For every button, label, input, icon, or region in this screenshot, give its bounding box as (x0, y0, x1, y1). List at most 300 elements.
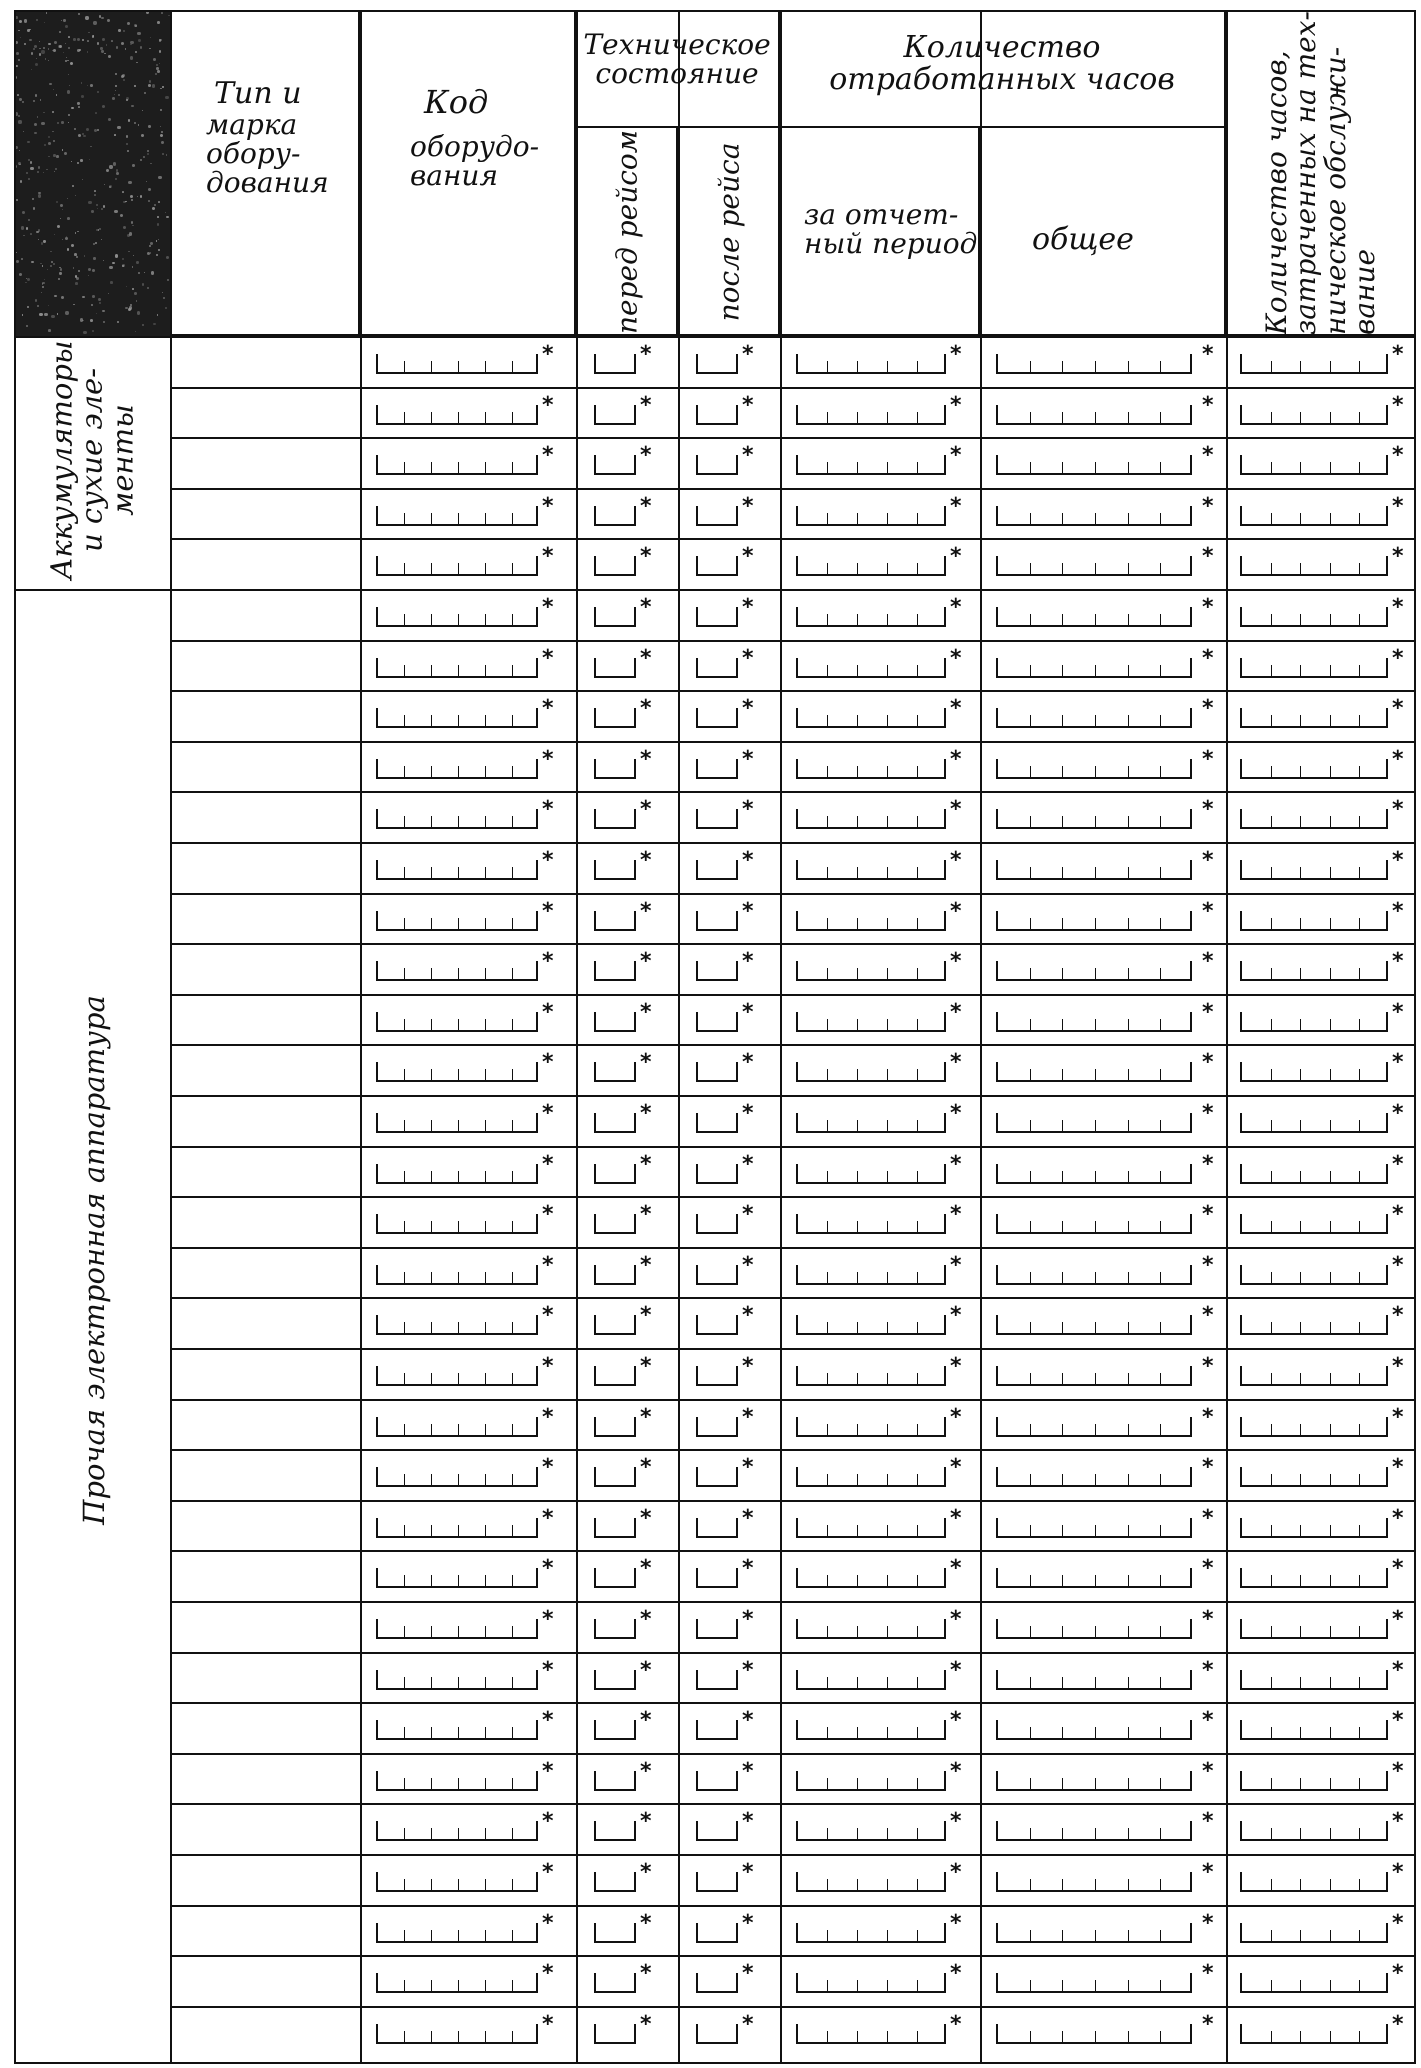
equipment-code-field[interactable] (376, 1771, 538, 1791)
hours-period-field[interactable] (796, 1467, 946, 1487)
stamp-speck (106, 44, 107, 45)
equipment-code-field[interactable] (376, 1670, 538, 1690)
maintenance-hours-field[interactable] (1240, 1417, 1388, 1437)
maintenance-hours-field[interactable] (1240, 1923, 1388, 1943)
equipment-code-field[interactable] (376, 1872, 538, 1892)
hours-period-field[interactable] (796, 759, 946, 779)
maintenance-hours-field[interactable] (1240, 1265, 1388, 1285)
type-brand-cell[interactable] (172, 1805, 360, 1854)
tech-state-after-field[interactable] (696, 1113, 738, 1133)
hours-total-field[interactable] (996, 1265, 1192, 1285)
comb-divider (1128, 513, 1129, 524)
type-brand-cell[interactable] (172, 1603, 360, 1652)
hours-total-field[interactable] (996, 708, 1192, 728)
maintenance-hours-field[interactable] (1240, 809, 1388, 829)
tech-state-before-field[interactable] (594, 607, 636, 627)
tech-state-before-field[interactable] (594, 1417, 636, 1437)
maintenance-hours-field[interactable] (1240, 556, 1388, 576)
header-period-line-1: за отчет- (804, 198, 959, 231)
type-brand-cell[interactable] (172, 1350, 360, 1399)
type-brand-cell[interactable] (172, 338, 360, 387)
tech-state-after-field[interactable] (696, 1062, 738, 1082)
hours-period-field[interactable] (796, 607, 946, 627)
tech-state-before-field[interactable] (594, 354, 636, 374)
maintenance-hours-field[interactable] (1240, 1113, 1388, 1133)
equipment-code-field[interactable] (376, 1467, 538, 1487)
tech-state-before-field[interactable] (594, 809, 636, 829)
tech-state-before-field[interactable] (594, 1164, 636, 1184)
hours-total-field[interactable] (996, 2024, 1192, 2044)
tech-state-after-field[interactable] (696, 1417, 738, 1437)
tech-state-before-field[interactable] (594, 759, 636, 779)
maintenance-hours-field[interactable] (1240, 1164, 1388, 1184)
comb-divider (1128, 1930, 1129, 1941)
hours-period-field[interactable] (796, 860, 946, 880)
tech-state-after-field[interactable] (696, 1872, 738, 1892)
tech-state-before-field[interactable] (594, 1568, 636, 1588)
maintenance-hours-field[interactable] (1240, 1973, 1388, 1993)
maintenance-hours-field[interactable] (1240, 1518, 1388, 1538)
hours-total-field[interactable] (996, 1164, 1192, 1184)
comb-divider (1160, 1272, 1161, 1283)
maintenance-hours-field[interactable] (1240, 1012, 1388, 1032)
stamp-speck (73, 267, 74, 268)
stamp-speck (53, 49, 56, 52)
tech-state-after-field[interactable] (696, 354, 738, 374)
type-brand-cell[interactable] (172, 1907, 360, 1956)
tech-state-after-field[interactable] (696, 658, 738, 678)
hours-period-field[interactable] (796, 961, 946, 981)
type-brand-cell[interactable] (172, 996, 360, 1045)
hours-total-field[interactable] (996, 1113, 1192, 1133)
equipment-code-field[interactable] (376, 506, 538, 526)
tech-state-before-field[interactable] (594, 1012, 636, 1032)
type-brand-cell[interactable] (172, 1097, 360, 1146)
required-mark: * (950, 949, 962, 975)
stamp-speck (111, 40, 113, 42)
type-brand-cell[interactable] (172, 844, 360, 893)
equipment-code-field[interactable] (376, 759, 538, 779)
tech-state-before-field[interactable] (594, 1113, 636, 1133)
hours-period-field[interactable] (796, 1619, 946, 1639)
tech-state-before-field[interactable] (594, 1619, 636, 1639)
stamp-speck (138, 124, 139, 125)
comb-divider (917, 1171, 918, 1182)
equipment-code-field[interactable] (376, 2024, 538, 2044)
tech-state-after-field[interactable] (696, 911, 738, 931)
stamp-speck (43, 172, 44, 173)
comb-divider (1300, 1424, 1301, 1435)
tech-state-before-field[interactable] (594, 1771, 636, 1791)
tech-state-after-field[interactable] (696, 708, 738, 728)
maintenance-hours-field[interactable] (1240, 1821, 1388, 1841)
maintenance-hours-field[interactable] (1240, 455, 1388, 475)
maintenance-hours-field[interactable] (1240, 961, 1388, 981)
equipment-code-field[interactable] (376, 1417, 538, 1437)
type-brand-cell[interactable] (172, 1552, 360, 1601)
tech-state-before-field[interactable] (594, 708, 636, 728)
tech-state-before-field[interactable] (594, 961, 636, 981)
type-brand-cell[interactable] (172, 1654, 360, 1703)
equipment-code-field[interactable] (376, 1821, 538, 1841)
hours-total-field[interactable] (996, 1973, 1192, 1993)
comb-divider (1330, 1171, 1331, 1182)
maintenance-hours-field[interactable] (1240, 2024, 1388, 2044)
tech-state-after-field[interactable] (696, 759, 738, 779)
comb-divider (1128, 1525, 1129, 1536)
equipment-code-field[interactable] (376, 1973, 538, 1993)
type-brand-cell[interactable] (172, 591, 360, 640)
tech-state-after-field[interactable] (696, 1315, 738, 1335)
type-brand-cell[interactable] (172, 945, 360, 994)
tech-state-before-field[interactable] (594, 1872, 636, 1892)
hours-period-field[interactable] (796, 1113, 946, 1133)
hours-total-field[interactable] (996, 1366, 1192, 1386)
type-brand-cell[interactable] (172, 1856, 360, 1905)
hours-total-field[interactable] (996, 961, 1192, 981)
tech-state-after-field[interactable] (696, 860, 738, 880)
maintenance-hours-field[interactable] (1240, 1771, 1388, 1791)
equipment-code-field[interactable] (376, 1164, 538, 1184)
equipment-code-field[interactable] (376, 1062, 538, 1082)
maintenance-hours-field[interactable] (1240, 405, 1388, 425)
maintenance-hours-field[interactable] (1240, 1872, 1388, 1892)
stamp-speck (115, 254, 118, 257)
stamp-speck (56, 94, 58, 96)
hours-period-field[interactable] (796, 1265, 946, 1285)
tech-state-after-field[interactable] (696, 1720, 738, 1740)
type-brand-cell[interactable] (172, 1755, 360, 1804)
hours-total-field[interactable] (996, 607, 1192, 627)
maintenance-hours-field[interactable] (1240, 1214, 1388, 1234)
hours-period-field[interactable] (796, 1923, 946, 1943)
maintenance-hours-field[interactable] (1240, 1568, 1388, 1588)
comb-divider (827, 968, 828, 979)
stamp-speck (76, 256, 79, 259)
hours-total-field[interactable] (996, 1417, 1192, 1437)
stamp-speck (142, 283, 144, 285)
tech-state-before-field[interactable] (594, 1062, 636, 1082)
hours-total-field[interactable] (996, 1012, 1192, 1032)
type-brand-cell[interactable] (172, 490, 360, 539)
maintenance-hours-field[interactable] (1240, 1366, 1388, 1386)
stamp-speck (35, 63, 38, 66)
maintenance-hours-field[interactable] (1240, 354, 1388, 374)
hours-total-field[interactable] (996, 405, 1192, 425)
tech-state-after-field[interactable] (696, 1670, 738, 1690)
tech-state-before-field[interactable] (594, 1973, 636, 1993)
hours-period-field[interactable] (796, 1973, 946, 1993)
stamp-speck (126, 135, 129, 138)
hours-period-field[interactable] (796, 1012, 946, 1032)
equipment-code-field[interactable] (376, 455, 538, 475)
equipment-code-field[interactable] (376, 860, 538, 880)
hours-total-field[interactable] (996, 658, 1192, 678)
type-brand-cell[interactable] (172, 1198, 360, 1247)
comb-divider (1271, 1727, 1272, 1738)
hours-period-field[interactable] (796, 1417, 946, 1437)
comb-divider (1095, 1424, 1096, 1435)
tech-state-before-field[interactable] (594, 1214, 636, 1234)
hours-total-field[interactable] (996, 1670, 1192, 1690)
equipment-code-field[interactable] (376, 1568, 538, 1588)
hours-period-field[interactable] (796, 455, 946, 475)
required-mark: * (640, 797, 652, 823)
equipment-code-field[interactable] (376, 708, 538, 728)
tech-state-before-field[interactable] (594, 1821, 636, 1841)
hours-period-field[interactable] (796, 2024, 946, 2044)
tech-state-before-field[interactable] (594, 506, 636, 526)
equipment-code-field[interactable] (376, 556, 538, 576)
hours-total-field[interactable] (996, 1872, 1192, 1892)
maintenance-hours-field[interactable] (1240, 1467, 1388, 1487)
maintenance-hours-field[interactable] (1240, 1619, 1388, 1639)
type-brand-cell[interactable] (172, 743, 360, 792)
stamp-speck (146, 181, 147, 182)
hours-period-field[interactable] (796, 1366, 946, 1386)
hours-period-field[interactable] (796, 1214, 946, 1234)
hours-period-field[interactable] (796, 1568, 946, 1588)
type-brand-cell[interactable] (172, 1249, 360, 1298)
equipment-code-field[interactable] (376, 1366, 538, 1386)
tech-state-after-field[interactable] (696, 556, 738, 576)
stamp-speck (19, 164, 20, 165)
comb-divider (1271, 513, 1272, 524)
tech-state-after-field[interactable] (696, 1518, 738, 1538)
tech-state-before-field[interactable] (594, 658, 636, 678)
tech-state-before-field[interactable] (594, 911, 636, 931)
equipment-code-field[interactable] (376, 1012, 538, 1032)
comb-divider (404, 1828, 405, 1839)
required-mark: * (950, 1151, 962, 1177)
tech-state-after-field[interactable] (696, 1164, 738, 1184)
tech-state-after-field[interactable] (696, 2024, 738, 2044)
tech-state-after-field[interactable] (696, 1012, 738, 1032)
hours-total-field[interactable] (996, 911, 1192, 931)
tech-state-after-field[interactable] (696, 1619, 738, 1639)
type-brand-cell[interactable] (172, 1451, 360, 1500)
tech-state-before-field[interactable] (594, 1720, 636, 1740)
stamp-speck (80, 318, 83, 321)
maintenance-hours-field[interactable] (1240, 860, 1388, 880)
tech-state-before-field[interactable] (594, 1265, 636, 1285)
header-type-line-2: марка (206, 107, 298, 141)
stamp-speck (144, 272, 145, 273)
hours-period-field[interactable] (796, 911, 946, 931)
hours-period-field[interactable] (796, 658, 946, 678)
type-brand-cell[interactable] (172, 439, 360, 488)
tech-state-after-field[interactable] (696, 405, 738, 425)
required-mark: * (640, 1455, 652, 1481)
hours-period-field[interactable] (796, 1164, 946, 1184)
type-brand-cell[interactable] (172, 1401, 360, 1450)
equipment-code-field[interactable] (376, 1214, 538, 1234)
equipment-code-field[interactable] (376, 1518, 538, 1538)
comb-divider (485, 1474, 486, 1485)
hours-period-field[interactable] (796, 556, 946, 576)
stamp-speck (70, 62, 73, 65)
hours-total-field[interactable] (996, 860, 1192, 880)
stamp-speck (61, 20, 62, 21)
hours-period-field[interactable] (796, 1670, 946, 1690)
equipment-code-field[interactable] (376, 354, 538, 374)
hours-total-field[interactable] (996, 1062, 1192, 1082)
type-brand-cell[interactable] (172, 389, 360, 438)
stamp-speck (101, 239, 102, 240)
hours-total-field[interactable] (996, 1821, 1192, 1841)
hours-period-field[interactable] (796, 405, 946, 425)
tech-state-before-field[interactable] (594, 2024, 636, 2044)
equipment-code-field[interactable] (376, 658, 538, 678)
required-mark: * (542, 342, 554, 367)
equipment-code-field[interactable] (376, 1720, 538, 1740)
equipment-code-field[interactable] (376, 1923, 538, 1943)
type-brand-cell[interactable] (172, 692, 360, 741)
stamp-speck (48, 43, 50, 45)
hours-total-field[interactable] (996, 1771, 1192, 1791)
type-brand-cell[interactable] (172, 793, 360, 842)
hours-period-field[interactable] (796, 1720, 946, 1740)
equipment-code-field[interactable] (376, 1113, 538, 1133)
type-brand-cell[interactable] (172, 540, 360, 589)
tech-state-before-field[interactable] (594, 1923, 636, 1943)
tech-state-after-field[interactable] (696, 1973, 738, 1993)
comb-divider (887, 816, 888, 827)
tech-state-after-field[interactable] (696, 1568, 738, 1588)
comb-divider (917, 1980, 918, 1991)
type-brand-cell[interactable] (172, 1957, 360, 2006)
hours-period-field[interactable] (796, 354, 946, 374)
comb-divider (1330, 1120, 1331, 1131)
comb-divider (1128, 1322, 1129, 1333)
tech-state-before-field[interactable] (594, 1315, 636, 1335)
tech-state-after-field[interactable] (696, 961, 738, 981)
comb-divider (1062, 1019, 1063, 1030)
equipment-code-field[interactable] (376, 1265, 538, 1285)
type-brand-cell[interactable] (172, 2008, 360, 2057)
hours-total-field[interactable] (996, 556, 1192, 576)
hours-total-field[interactable] (996, 354, 1192, 374)
required-mark: * (1202, 1303, 1214, 1329)
stamp-speck (51, 315, 54, 318)
tech-state-after-field[interactable] (696, 1214, 738, 1234)
hours-period-field[interactable] (796, 1315, 946, 1335)
stamp-speck (148, 200, 150, 202)
hours-total-field[interactable] (996, 1315, 1192, 1335)
maintenance-hours-field[interactable] (1240, 708, 1388, 728)
type-brand-cell[interactable] (172, 1148, 360, 1197)
stamp-speck (161, 12, 163, 14)
hours-period-field[interactable] (796, 1062, 946, 1082)
maintenance-hours-field[interactable] (1240, 658, 1388, 678)
stamp-speck (107, 19, 110, 22)
hours-period-field[interactable] (796, 708, 946, 728)
tech-state-after-field[interactable] (696, 455, 738, 475)
tech-state-after-field[interactable] (696, 1467, 738, 1487)
tech-state-before-field[interactable] (594, 405, 636, 425)
required-mark: * (542, 1657, 554, 1683)
maintenance-hours-field[interactable] (1240, 506, 1388, 526)
hours-total-field[interactable] (996, 759, 1192, 779)
hours-total-field[interactable] (996, 455, 1192, 475)
tech-state-after-field[interactable] (696, 1265, 738, 1285)
equipment-code-field[interactable] (376, 961, 538, 981)
maintenance-hours-field[interactable] (1240, 911, 1388, 931)
hours-total-field[interactable] (996, 1619, 1192, 1639)
type-brand-cell[interactable] (172, 1046, 360, 1095)
hours-period-field[interactable] (796, 1518, 946, 1538)
hours-total-field[interactable] (996, 506, 1192, 526)
tech-state-after-field[interactable] (696, 1366, 738, 1386)
required-mark: * (950, 1505, 962, 1531)
equipment-code-field[interactable] (376, 1315, 538, 1335)
maintenance-hours-field[interactable] (1240, 1315, 1388, 1335)
hours-period-field[interactable] (796, 1771, 946, 1791)
comb-divider (887, 1828, 888, 1839)
equipment-code-field[interactable] (376, 1619, 538, 1639)
hours-total-field[interactable] (996, 809, 1192, 829)
type-brand-cell[interactable] (172, 1704, 360, 1753)
tech-state-before-field[interactable] (594, 556, 636, 576)
maintenance-hours-field[interactable] (1240, 1720, 1388, 1740)
tech-state-before-field[interactable] (594, 1670, 636, 1690)
comb-divider (404, 1019, 405, 1030)
equipment-code-field[interactable] (376, 405, 538, 425)
maintenance-hours-field[interactable] (1240, 759, 1388, 779)
equipment-code-field[interactable] (376, 809, 538, 829)
maintenance-hours-field[interactable] (1240, 607, 1388, 627)
tech-state-before-field[interactable] (594, 1366, 636, 1386)
hours-period-field[interactable] (796, 809, 946, 829)
hours-total-field[interactable] (996, 1568, 1192, 1588)
comb-divider (1271, 361, 1272, 372)
border-rule (14, 10, 1416, 12)
tech-state-before-field[interactable] (594, 1518, 636, 1538)
maintenance-hours-field[interactable] (1240, 1670, 1388, 1690)
hours-period-field[interactable] (796, 1821, 946, 1841)
maintenance-hours-field[interactable] (1240, 1062, 1388, 1082)
tech-state-before-field[interactable] (594, 455, 636, 475)
comb-divider (827, 1778, 828, 1789)
type-brand-cell[interactable] (172, 1502, 360, 1551)
comb-divider (857, 918, 858, 929)
comb-divider (431, 1828, 432, 1839)
comb-divider (512, 918, 513, 929)
comb-divider (485, 412, 486, 423)
equipment-code-field[interactable] (376, 607, 538, 627)
hours-total-field[interactable] (996, 1518, 1192, 1538)
tech-state-after-field[interactable] (696, 1821, 738, 1841)
equipment-code-field[interactable] (376, 911, 538, 931)
tech-state-after-field[interactable] (696, 1771, 738, 1791)
type-brand-cell[interactable] (172, 642, 360, 691)
tech-state-before-field[interactable] (594, 860, 636, 880)
type-brand-cell[interactable] (172, 1299, 360, 1348)
hours-total-field[interactable] (996, 1720, 1192, 1740)
hours-period-field[interactable] (796, 506, 946, 526)
tech-state-after-field[interactable] (696, 1923, 738, 1943)
tech-state-after-field[interactable] (696, 506, 738, 526)
tech-state-after-field[interactable] (696, 607, 738, 627)
hours-total-field[interactable] (996, 1467, 1192, 1487)
tech-state-before-field[interactable] (594, 1467, 636, 1487)
hours-period-field[interactable] (796, 1872, 946, 1892)
type-brand-cell[interactable] (172, 895, 360, 944)
hours-total-field[interactable] (996, 1923, 1192, 1943)
tech-state-after-field[interactable] (696, 809, 738, 829)
hours-total-field[interactable] (996, 1214, 1192, 1234)
stamp-speck (143, 156, 145, 158)
